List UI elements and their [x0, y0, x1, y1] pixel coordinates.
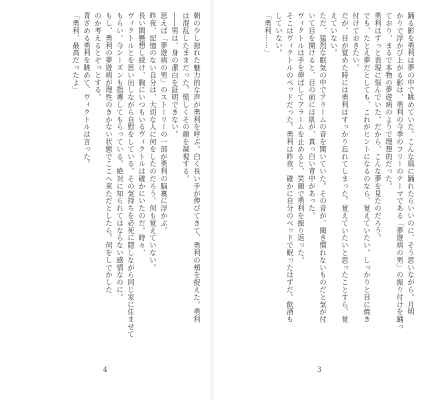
- text-line: そこはヴィクトルのベッドだった。勇利は昨夜、確かに自分のベッドで眠ったはずだ。飲酒も: [286, 12, 294, 323]
- text-line: 長い間懸想し続け、胸にいつもいるヴィクトルは確かにいたのだ。時々、: [138, 12, 146, 257]
- text-line: えていない。: [330, 12, 338, 57]
- left-page-number: 4: [103, 366, 108, 374]
- text-line: だが、目が覚めた時には勇利はすっかり忘れてしまった。覚えていたいと思ったことすら、覚: [341, 12, 349, 323]
- text-line: ヴィクトルは手を伸ばしてアラームを止めると、笑顔で勇利を振り返った。: [297, 12, 305, 264]
- right-page-number: 3: [317, 366, 322, 374]
- text-line: 思えば「夢遊病の男」のストーリーの一部が勇利の脳裏に浮かぶ。: [160, 12, 168, 234]
- text-line: のか考えるとぞっとする。: [94, 12, 102, 101]
- text-line: 付けておきたい。: [352, 12, 360, 72]
- text-line: 青ざめる勇利を眺めて、ヴィクトルは言った。: [83, 12, 91, 168]
- text-line: もし、勇利の夢遊病が理性のきかない状態でここへ来ただとしたら。何をしでかした: [105, 12, 113, 294]
- left-page: [0, 0, 210, 400]
- left-page-text: [8, 12, 202, 357]
- text-line: かりで浮かび上がる影は、勇利の今季のフリーのテーマである「夢遊病の男」の振り付けを踊っ: [396, 12, 404, 331]
- right-page-text: [226, 12, 416, 357]
- text-line: 勇利はずっと表現に悩んでいた。だから、こんな夢を見たのだろう。: [374, 12, 382, 242]
- text-line: していない。: [275, 12, 283, 57]
- text-line: 「勇利……」: [264, 12, 272, 57]
- text-line: ただ、猛烈な眠気の中でアラームの音を聞いていた。その音が、聞き慣れないものだと気が付: [319, 12, 327, 323]
- text-line: は混乱したままだった。慌しくその顔を凝視する。: [182, 12, 190, 183]
- text-line: 踊る影を勇利は夢の中で眺めていた。こんな風に踊れたらいいのに、そう思いながら。月明: [407, 12, 415, 316]
- text-line: ており、まるで本物の夢遊病のようで理想的だった。: [385, 12, 393, 190]
- text-line: 朝の少し掠れた魅力的な声が勇利を呼ぶ。白く長い手が伸びてきて、勇利の頬を捉えた。勇利: [193, 12, 201, 323]
- right-page: [214, 0, 424, 400]
- text-line: いて目を開けると、目の前には肌が、真っ白い背中があった。: [308, 12, 316, 220]
- text-line: 昨夜、記憶のない自分は、大切な人に何をしたのだろう。何も覚えていない。: [149, 12, 157, 271]
- text-line: もらい、今シーズンも指導してもらっている。絶対に知られてはならない感情なのに。: [116, 12, 124, 301]
- text-line: ヴィクトルとを思い出しながら自慰をしている。その気持ちを必死に隠しながら同じ家に住ませて: [127, 12, 135, 338]
- text-line: ――男は、身の潔白を証明できない。: [171, 12, 179, 138]
- text-line: 「勇利、最高だったよ」: [72, 12, 80, 94]
- text-line: でも、たとえ夢だとしても、これがヒントになるのなら、覚えていたい。しっかりと目に焼き: [363, 12, 371, 323]
